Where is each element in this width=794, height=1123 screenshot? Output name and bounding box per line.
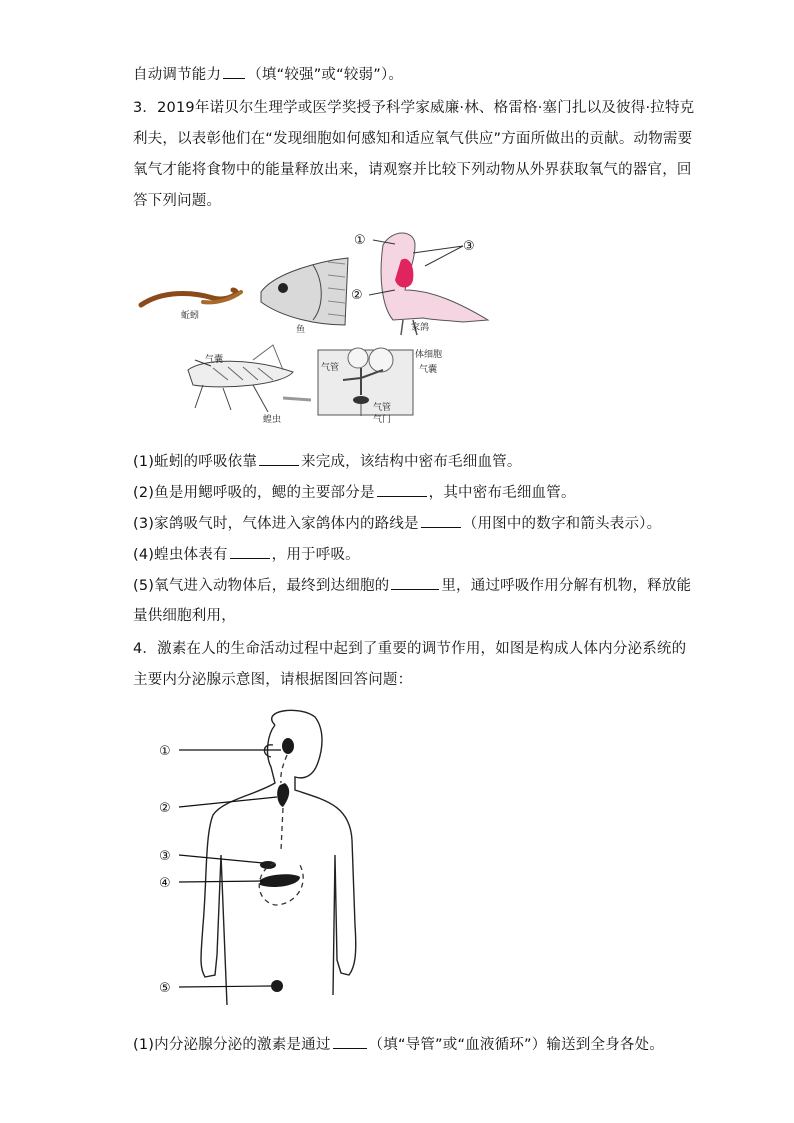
q4-sub-1 [133, 1034, 664, 1055]
answer-line-prev [133, 64, 403, 85]
text-fragment: 自动调节能力 [133, 67, 222, 83]
text-fragment: (5)氧气进入动物体后，最终到达细胞的 [133, 578, 390, 594]
human-outline [201, 710, 356, 1005]
body-cell-label: 体细胞 [415, 350, 443, 360]
trachea-diagram [318, 348, 413, 416]
text-fragment: (1)内分泌腺分泌的激素是通过 [133, 1037, 331, 1053]
gland-label-5: ⑤ [159, 981, 171, 996]
blank[interactable] [421, 513, 461, 528]
text-fragment: 里，通过呼吸作用分解有机物，释放能 [441, 578, 692, 594]
blank[interactable] [333, 1034, 367, 1049]
fish-caption: 鱼 [296, 325, 306, 335]
gland-label-3: ③ [159, 849, 171, 864]
glands [260, 738, 300, 992]
spiracle-label: 气门 [373, 415, 392, 425]
blank[interactable] [259, 451, 299, 466]
text-fragment: （填“导管”或“血液循环”）输送到全身各处。 [368, 1037, 664, 1053]
text-fragment: (3)家鸽吸气时，气体进入家鸽体内的路线是 [133, 516, 419, 532]
text-fragment: (1)蚯蚓的呼吸依靠 [133, 454, 258, 470]
text-fragment: （填“较强”或“较弱”）。 [247, 67, 404, 83]
pigeon-label-3: ③ [463, 239, 475, 254]
q3-text-4: 答下列问题。 [133, 193, 222, 209]
air-sac-label-locust: 气囊 [205, 355, 224, 365]
text-fragment: ，其中密布毛细血管。 [428, 485, 576, 501]
air-sac-label-diagram: 气囊 [419, 365, 438, 375]
q3-text-2: 利夫，以表彰他们在“发现细胞如何感知和适应氧气供应”方面所做出的贡献。动物需要 [133, 131, 693, 147]
pigeon-label-1: ① [354, 233, 366, 248]
locust-caption: 蝗虫 [263, 415, 282, 425]
blank[interactable] [230, 544, 270, 559]
earthworm-image [141, 290, 241, 305]
pigeon-label-2: ② [351, 288, 363, 303]
q3-text-1: 3．2019年诺贝尔生理学或医学奖授予科学家威廉·林、格雷格·塞门扎以及彼得·拉特克 [133, 100, 695, 116]
q3-sub-4 [133, 544, 360, 565]
q4-text-1: 4．激素在人的生命活动过程中起到了重要的调节作用，如图是构成人体内分泌系统的 [133, 641, 687, 657]
trachea-label-2: 气管 [373, 403, 392, 413]
gland-label-4: ④ [159, 876, 171, 891]
animals-respiration-figure [133, 220, 493, 435]
q4-text-2: 主要内分泌腺示意图，请根据图回答问题： [133, 672, 413, 688]
text-fragment: 来完成，该结构中密布毛细血管。 [301, 454, 522, 470]
text-fragment: (2)鱼是用鳃呼吸的，鳃的主要部分是 [133, 485, 375, 501]
blank[interactable] [391, 575, 439, 590]
text-fragment: （用图中的数字和箭头表示）。 [462, 516, 662, 532]
q3-sub-5-cont: 量供细胞利用， [133, 608, 236, 624]
blank[interactable] [377, 482, 427, 497]
q3-sub-5 [133, 575, 691, 596]
fish-image [261, 258, 348, 325]
text-fragment: (4)蝗虫体表有 [133, 547, 228, 563]
blank[interactable] [223, 64, 245, 79]
endocrine-glands-figure [155, 705, 370, 1010]
pigeon-caption: 家鸽 [411, 323, 430, 333]
gland-label-1: ① [159, 744, 171, 759]
q3-sub-2 [133, 482, 576, 503]
q3-text-3: 氧气才能将食物中的能量释放出来，请观察并比较下列动物从外界获取氧气的器官，回 [133, 162, 692, 178]
gland-label-2: ② [159, 801, 171, 816]
q3-sub-3 [133, 513, 661, 534]
earthworm-caption: 蚯蚓 [181, 311, 200, 321]
trachea-label-1: 气管 [321, 363, 340, 373]
text-fragment: ，用于呼吸。 [271, 547, 360, 563]
q3-sub-1 [133, 451, 522, 472]
locust-image [188, 345, 293, 412]
